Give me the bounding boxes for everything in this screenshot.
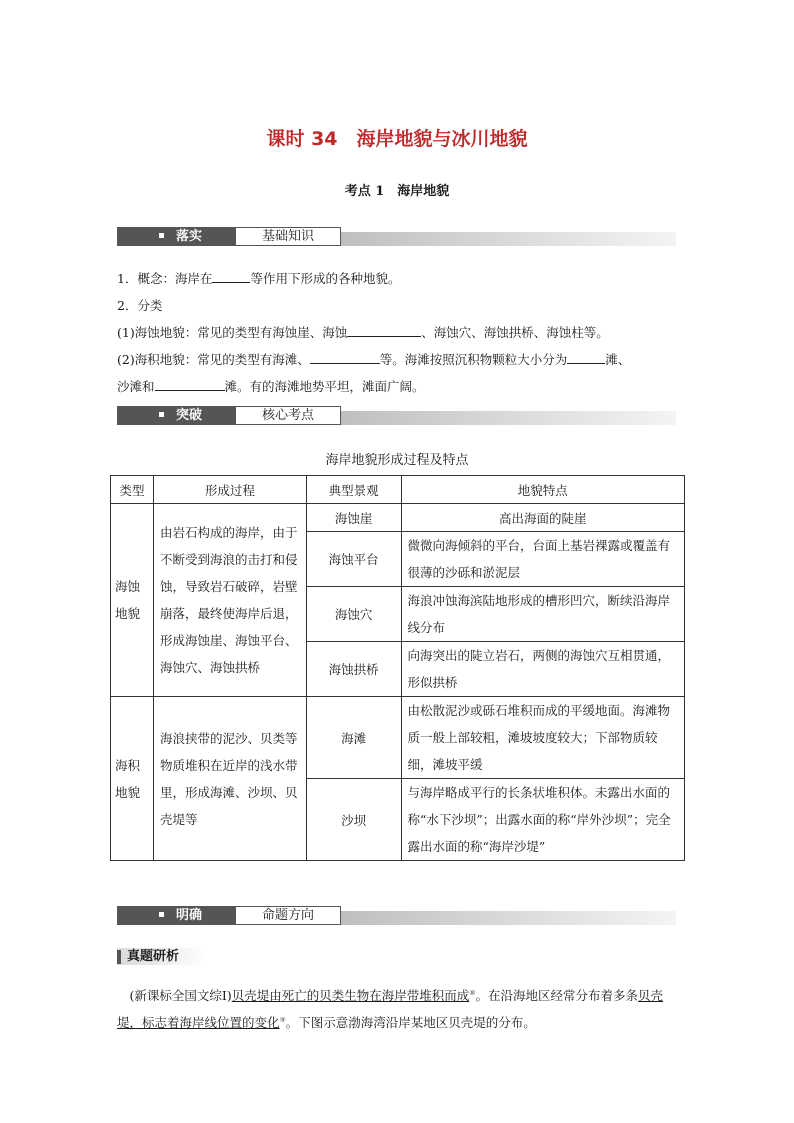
research-paragraph: (新课标全国文综Ⅰ)贝壳堤由死亡的贝类生物在海岸带堆积而成⑧。在沿海地区经常分布着多条贝壳堤，标志着海岸线位置的变化⑨。下图示意渤海湾沿岸某地区贝壳堤的分布。	[117, 988, 664, 1031]
section-subtitle: 考点 1 海岸地貌	[344, 184, 450, 199]
section-tag: 明确	[176, 908, 203, 923]
header-cell: 地貌特点	[401, 476, 684, 504]
landform-table	[110, 475, 685, 861]
deposition-line: (2)海积地貌：常见的类型有海滩、 等。海滩按照沉积物颗粒大小分为 滩、	[117, 346, 630, 373]
table-header-row	[111, 476, 685, 504]
section-label: 核心考点	[235, 406, 341, 425]
landscape-cell: 沙坝	[306, 779, 401, 861]
feature-cell: 海浪冲蚀海滨陆地形成的槽形凹穴，断续沿海岸线分布	[401, 587, 684, 642]
table-caption: 海岸地貌形成过程及特点	[325, 453, 469, 468]
section-tag: 突破	[176, 408, 203, 423]
section-label: 命题方向	[235, 906, 341, 925]
landscape-cell: 海蚀平台	[306, 532, 401, 587]
section-label: 基础知识	[235, 227, 341, 246]
blank	[310, 349, 380, 364]
section-bar-key-points	[117, 406, 676, 425]
square-bullet-icon	[159, 412, 164, 417]
table-row	[111, 504, 685, 532]
section-bar-basics	[117, 227, 676, 246]
deposition-line-2: 沙滩和 滩。有的海滩地势平坦，滩面广阔。	[117, 373, 425, 400]
annotation-mark: ⑧	[469, 989, 476, 997]
blank	[567, 349, 605, 364]
type-cell: 海蚀地貌	[111, 504, 154, 697]
section-divider	[341, 411, 676, 425]
blank	[155, 376, 225, 391]
landscape-cell: 海蚀穴	[306, 587, 401, 642]
header-cell: 典型景观	[306, 476, 401, 504]
blank	[347, 322, 421, 337]
research-heading: 真题研析	[117, 948, 207, 965]
section-bar-direction	[117, 906, 676, 925]
landscape-cell: 海滩	[306, 697, 401, 779]
process-cell: 海浪挟带的泥沙、贝类等物质堆积在近岸的浅水带里，形成海滩、沙坝、贝壳堤等	[153, 697, 306, 861]
landscape-cell: 海蚀崖	[306, 504, 401, 532]
table-row	[111, 697, 685, 779]
feature-cell: 由松散泥沙或砾石堆积而成的平缓地面。海滩物质一般上部较粗，滩坡坡度较大；下部物质较细，滩坡平缓	[401, 697, 684, 779]
square-bullet-icon	[159, 233, 164, 238]
landscape-cell: 海蚀拱桥	[306, 642, 401, 697]
feature-cell: 与海岸略成平行的长条状堆积体。未露出水面的称“水下沙坝”；出露水面的称“岸外沙坝”；完全露出水面的称“海岸沙堤”	[401, 779, 684, 861]
feature-cell: 高出海面的陡崖	[401, 504, 684, 532]
feature-cell: 向海突出的陡立岩石，两侧的海蚀穴互相贯通，形似拱桥	[401, 642, 684, 697]
process-cell: 由岩石构成的海岸，由于不断受到海浪的击打和侵蚀，导致岩石破碎，岩壁崩落，最终使海岸后退，形成海蚀崖、海蚀平台、海蚀穴、海蚀拱桥	[153, 504, 306, 697]
section-divider	[341, 232, 676, 246]
page-title: 课时 34 海岸地貌与冰川地貌	[266, 128, 528, 150]
section-divider	[341, 911, 676, 925]
square-bullet-icon	[159, 912, 164, 917]
heading-marker-icon	[117, 950, 121, 964]
blank	[212, 268, 250, 283]
classify-heading: 2．分类	[117, 298, 163, 313]
concept-line: 1．概念：海岸在 等作用下形成的各种地貌。	[117, 265, 400, 292]
erosion-line: (1)海蚀地貌：常见的类型有海蚀崖、海蚀 、海蚀穴、海蚀拱桥、海蚀柱等。	[117, 319, 609, 346]
section-tag: 落实	[176, 229, 203, 244]
header-cell: 类型	[111, 476, 154, 504]
feature-cell: 微微向海倾斜的平台，台面上基岩裸露或覆盖有很薄的沙砾和淤泥层	[401, 532, 684, 587]
annotation-mark: ⑨	[279, 1016, 286, 1025]
type-cell: 海积地貌	[111, 697, 154, 861]
header-cell: 形成过程	[153, 476, 306, 504]
